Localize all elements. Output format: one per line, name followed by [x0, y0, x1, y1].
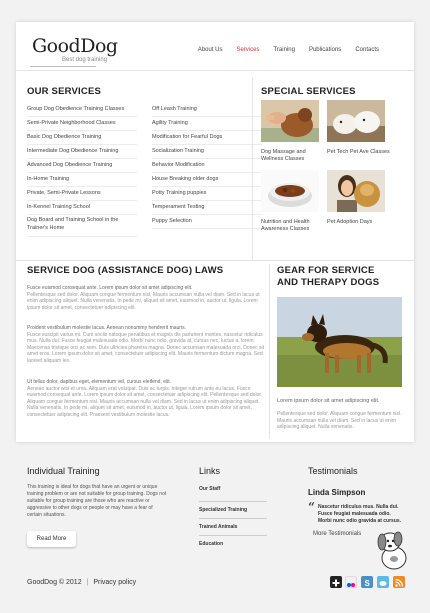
service-link[interactable]: Socialization Training [152, 145, 262, 159]
special-caption[interactable]: Nutrition and Health Awareness Classes [261, 219, 310, 232]
share-plus-icon[interactable] [330, 576, 342, 588]
service-link[interactable]: Private, Semi-Private Lessons [27, 187, 137, 201]
main-content-card [16, 22, 414, 442]
service-link[interactable]: Temperament Testing [152, 201, 262, 215]
special-caption[interactable]: Pet Adoption Days [327, 219, 373, 225]
laws-paragraph-3 [27, 379, 267, 418]
laws-paragraph-2 [27, 325, 267, 364]
service-link[interactable]: House Breaking older dogs [152, 173, 262, 187]
separator: | [86, 579, 89, 586]
cartoon-dog-icon [374, 528, 412, 577]
gear-body: Pellentesque sed dolor. Aliquam congue fermentum nisl. Mauris accumsan nulla vel diam. Sed in lacus ut enim adipiscing aliquet. Nulla venenatis. [277, 411, 402, 430]
special-caption[interactable]: Pet Tech Pet Ave Classes [327, 149, 390, 155]
our-services-title: OUR SERVICES [27, 86, 102, 97]
laws-title: SERVICE DOG (ASSISTANCE DOG) LAWS [27, 265, 224, 276]
footer-link-our-staff[interactable] [199, 485, 267, 502]
footer-links [199, 485, 267, 553]
main-nav [191, 47, 386, 53]
paragraph-lead: Proident vestibulum molestie lacus. Aenean nonummy hendrerit mauris. [27, 325, 186, 331]
footer-link-education[interactable] [199, 536, 267, 553]
dog-massage-photo[interactable] [261, 100, 319, 142]
individual-training-text: This training is ideal for dogs that have an urgent or unique training problem or are not suitable for group training. Dogs not suitable for group training are those who are reactive or aggressive to other dogs or people or may have a fear of certain situations. [27, 484, 167, 518]
footer-link-label[interactable]: Education [199, 541, 224, 547]
footer-link-label[interactable]: Our Staff [199, 486, 221, 492]
dog-food-bowl-photo[interactable] [261, 170, 319, 212]
service-link[interactable]: Modification for Fearful Dogs [152, 131, 262, 145]
service-link[interactable]: Semi-Private Neighborhood Classes [27, 117, 137, 131]
german-shepherd-photo [277, 297, 402, 387]
logo[interactable] [32, 36, 118, 63]
footer-link-trained-animals[interactable] [199, 519, 267, 536]
copyright-text: GoodDog © 2012 [27, 579, 82, 586]
nav-contacts[interactable]: Contacts [355, 47, 379, 53]
gear-lead-text: Lorem ipsum dolor sit amet adipiscing elit. [277, 398, 380, 404]
logo-name: GoodDog [32, 35, 118, 57]
laws-paragraph-1 [27, 285, 267, 311]
footer-link-label[interactable]: Trained Animals [199, 524, 238, 530]
service-link[interactable]: In-Home Training [27, 173, 137, 187]
footer-link-specialized[interactable] [199, 502, 267, 519]
nav-training[interactable]: Training [273, 47, 295, 53]
paragraph-body: Fusce suscipit varius mi. Cum sociis natoque penatibus et magnis dis parturient montes, nascetur ridiculus mus. Nulla dui. Fusce feugiat malesuada odio. Morbi nunc odio, gravida at, cursus nec, luctus a, lorem. Maecenas tristique orci ac sem. Duis ultricies pharetra magna. Donec accumsan malesuada orci. Donec sit amet eros. Lorem ipsum dolor sit amet, consectetuer adipiscing elit. Mauris fermentum dictum magna. Sed laoreet aliquam leo. [27, 331, 265, 364]
read-more-button[interactable]: Read More [27, 531, 76, 547]
service-link[interactable]: Puppy Selection [152, 215, 262, 229]
gear-title-line1: GEAR FOR SERVICE [277, 265, 375, 276]
gear-title [277, 265, 379, 289]
more-testimonials-link[interactable]: More Testimonials [313, 531, 362, 537]
twitter-icon[interactable] [377, 576, 389, 588]
nav-about-us[interactable]: About Us [197, 47, 223, 53]
service-link[interactable]: Basic Dog Obedience Training [27, 131, 137, 145]
header-divider [16, 70, 414, 71]
service-link[interactable]: In-Kennel Training School [27, 201, 137, 215]
individual-training-title: Individual Training [27, 466, 100, 476]
copyright [27, 579, 136, 586]
service-link[interactable]: Group Dog Obedience Training Classes [27, 103, 137, 117]
service-link[interactable]: Advanced Dog Obedience Training [27, 159, 137, 173]
testimonial-author: Linda Simpson [308, 488, 366, 497]
white-puppies-photo[interactable] [327, 100, 385, 142]
testimonials-title: Testimonials [308, 466, 358, 476]
skype-icon[interactable] [361, 576, 373, 588]
paragraph-lead: Ut tellus dolor, dapibus eget, elementum vel, cursus eleifend, elit. [27, 379, 171, 385]
woman-with-dog-photo[interactable] [327, 170, 385, 212]
gear-lead [277, 398, 402, 405]
paragraph-body: Aenean auctor wisi et urna. Aliquam erat volutpat. Duis ac turpis. Integer rutrum ante eu lacus. Fusce euismod consequat ante. Lorem ipsum dolor sit amet, consectetuer adipiscing elit. Pellentesque sed dolor. Aliquam congue fermentum nisl. Mauris accumsan nulla vel diam. Sed in lacus ut enim adipiscing aliquet. Nulla venenatis. In pede mi, aliquet sit amet, euismod in, auctor ut, ligula. Lorem ipsum dolor sit amet, consectetuer adipiscing elit. Praesent vestibulum molestie lacus. [27, 385, 263, 418]
service-link[interactable]: Dog Board and Training School in the Trainer's Home [27, 215, 137, 237]
nav-services[interactable]: Services [236, 47, 260, 53]
column-divider [269, 264, 270, 439]
testimonial-quote: Nascetur ridiculus mus. Nulla dui. Fusce feugiat malesuada odio. Morbi nunc odio gravida at cursus. [318, 504, 402, 524]
flickr-icon[interactable] [345, 576, 357, 588]
links-title: Links [199, 466, 221, 476]
privacy-policy-link[interactable]: Privacy policy [93, 579, 137, 586]
footer-link-label[interactable]: Specialized Training [199, 507, 248, 513]
services-list-col1 [27, 103, 137, 237]
service-link[interactable]: Off Leash Training [152, 103, 262, 117]
paragraph-body: Pellentesque sed dolor. Aliquam congue fermentum nisl. Mauris accumsan nulla vel diam. Sed in lacus ut enim adipiscing aliquet. Nulla venenatis. In pede mi, aliquet sit amet, euismod in, auctor ut, ligula. Lorem ipsum dolor sit amet, consectetuer adipiscing elit. [27, 291, 260, 311]
gear-title-line2: AND THERAPY DOGS [277, 277, 380, 288]
service-link[interactable]: Intermediate Dog Obedience Training [27, 145, 137, 159]
special-caption[interactable]: Dog Massage and Wellness Classes [261, 149, 306, 162]
service-link[interactable]: Potty Training puppies [152, 187, 262, 201]
service-link[interactable]: Agility Training [152, 117, 262, 131]
special-services-title: SPECIAL SERVICES [261, 86, 356, 97]
svg-text:S: S [364, 579, 370, 588]
services-list-col2 [152, 103, 262, 229]
section-divider [16, 260, 414, 261]
column-divider [252, 78, 253, 260]
quote-icon: “ [308, 500, 315, 514]
service-link[interactable]: Behavior Modification [152, 159, 262, 173]
logo-underline [30, 66, 96, 67]
nav-publications[interactable]: Publications [308, 47, 342, 53]
paragraph-lead: Fusce euismod consequat ante. Lorem ipsum dolor sit amet adipiscing elit. [27, 285, 193, 291]
logo-tagline: Best dog training [62, 57, 108, 63]
rss-icon[interactable] [393, 576, 405, 588]
